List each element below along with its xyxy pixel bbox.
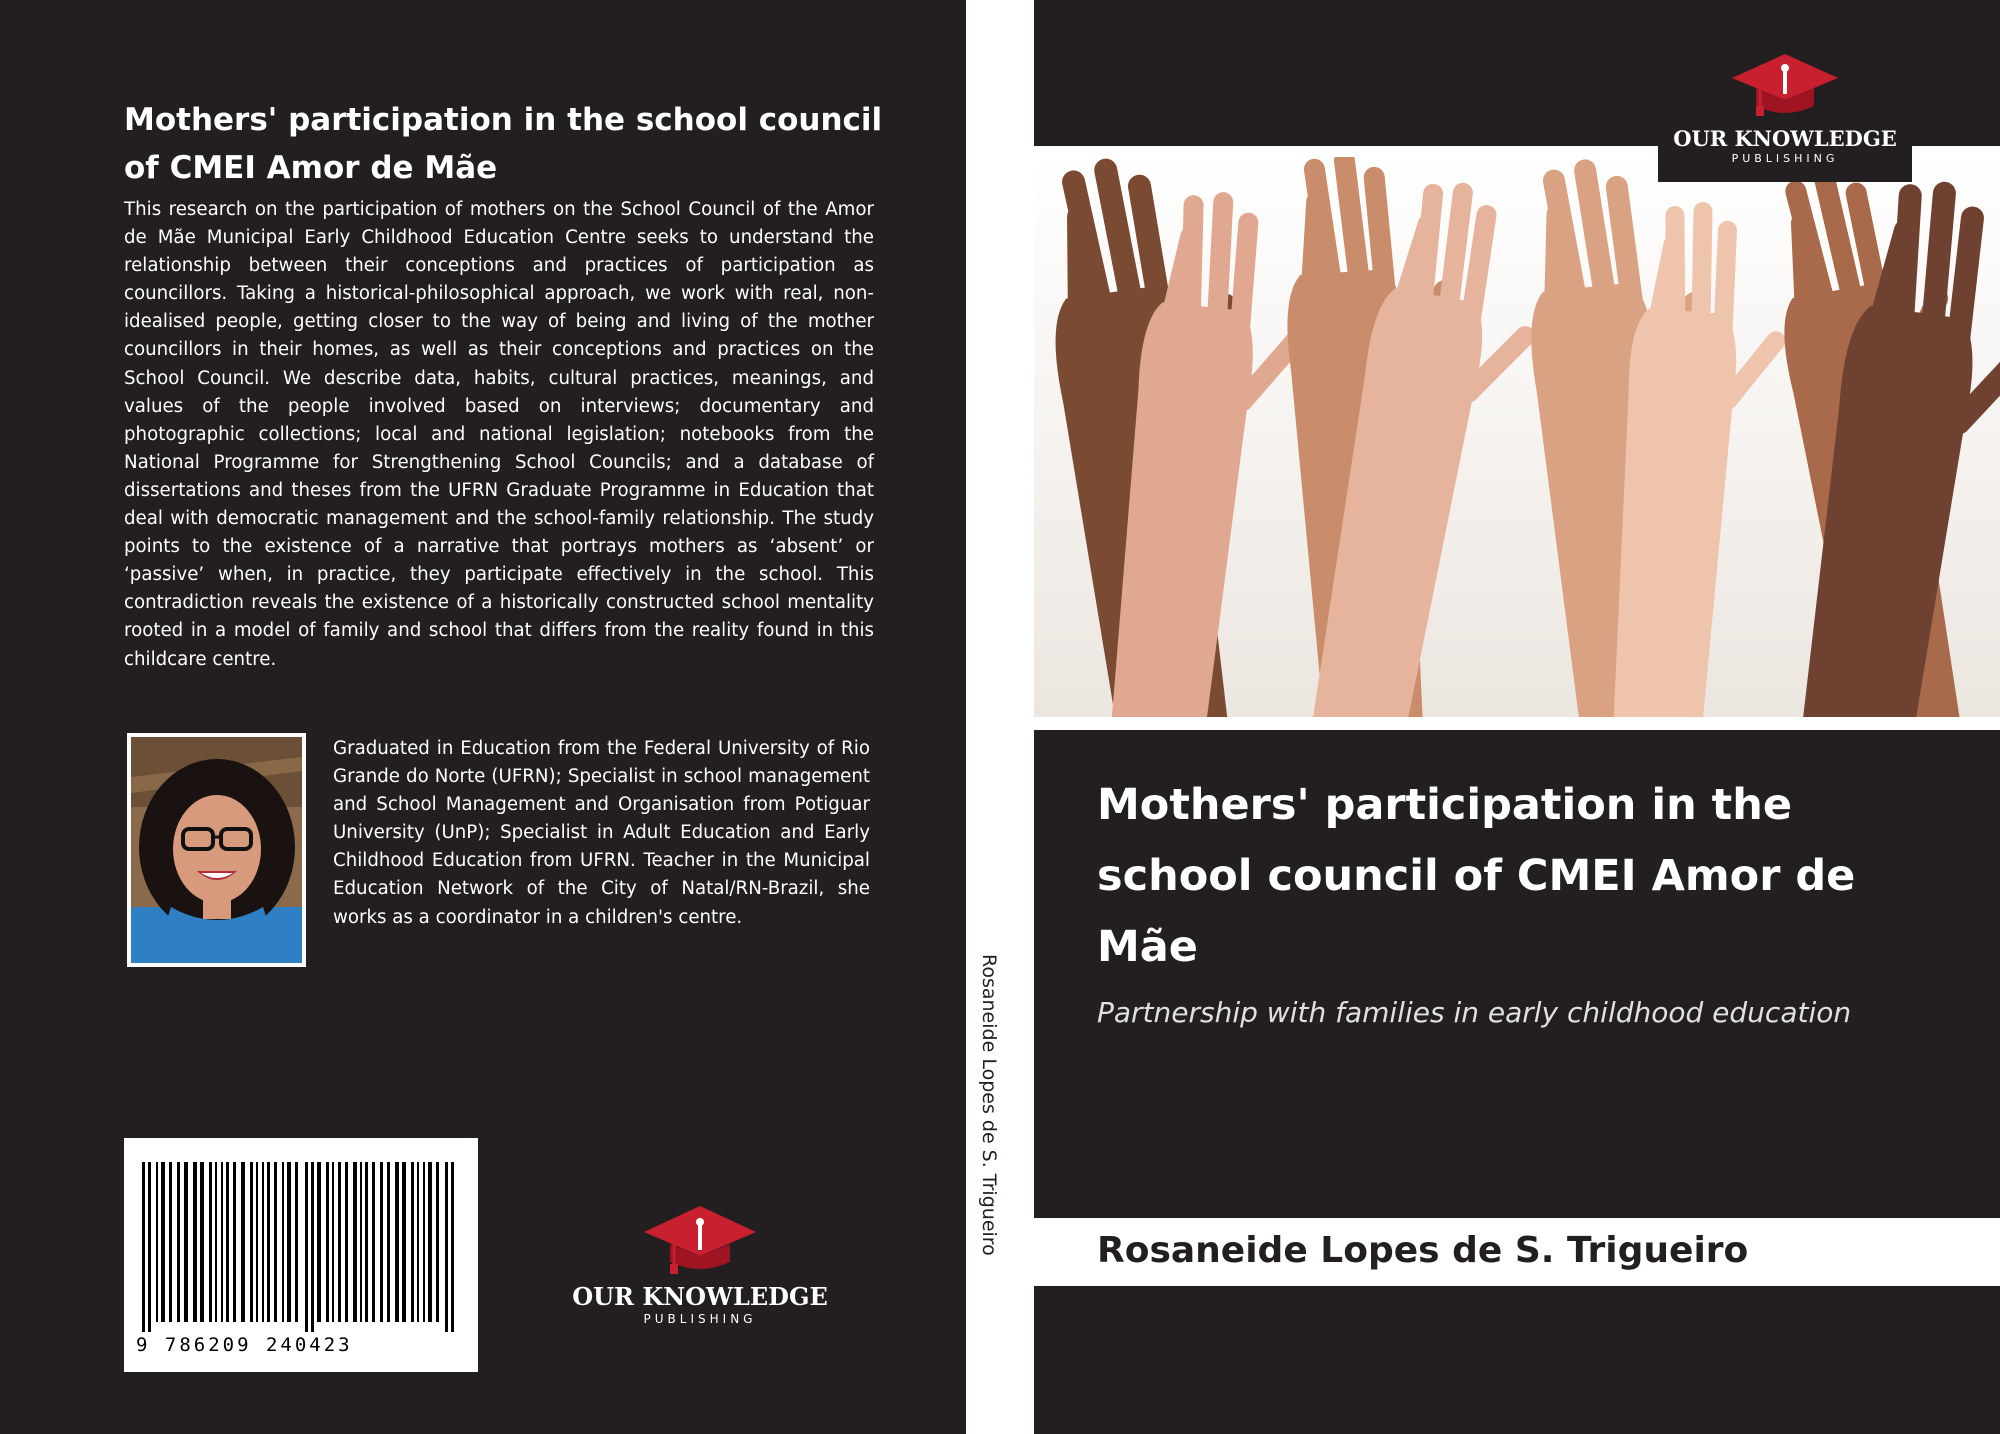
barcode-bar bbox=[256, 1162, 258, 1322]
front-cover-author-band bbox=[1034, 1218, 2000, 1286]
graduation-cap-icon bbox=[570, 1200, 830, 1280]
barcode-bar bbox=[428, 1162, 432, 1322]
barcode-bar bbox=[338, 1162, 341, 1322]
front-cover-subtitle: Partnership with families in early childhood education bbox=[1097, 996, 1852, 1029]
publisher-logo-back bbox=[570, 1200, 830, 1330]
barcode-bar bbox=[311, 1162, 314, 1332]
publisher-logo-front bbox=[1658, 46, 1912, 182]
graduation-cap-icon bbox=[1658, 46, 1912, 126]
front-cover-title: Mothers' participation in the school council of CMEI Amor de Mãe bbox=[1097, 780, 1856, 972]
barcode-bar bbox=[345, 1162, 348, 1322]
author-photo bbox=[127, 733, 306, 967]
spine bbox=[966, 0, 1034, 1434]
back-cover-title: Mothers' participation in the school council of CMEI Amor de Mãe bbox=[124, 102, 883, 186]
barcode-bar bbox=[221, 1162, 223, 1322]
barcode-bar bbox=[209, 1162, 212, 1322]
front-cover-author: Rosaneide Lopes de S. Trigueiro bbox=[1097, 1230, 1749, 1271]
barcode-bar bbox=[436, 1162, 439, 1322]
spine-author: Rosaneide Lopes de S. Trigueiro bbox=[978, 954, 1000, 1256]
barcode-bar bbox=[193, 1162, 197, 1322]
barcode-bar bbox=[360, 1162, 362, 1322]
publisher-tagline-front: PUBLISHING bbox=[1731, 152, 1839, 165]
barcode-bar bbox=[317, 1162, 321, 1322]
barcode-bar bbox=[295, 1162, 298, 1322]
book-blurb: This research on the participation of mothers on the School Council of the Amor de Mãe Municipal Early Childhood Education Centre seeks to understand the relationship between their conceptions and practices of participation as councillors. Taking a historical-philosophical approach, we work with real, non-idealised people, getting closer to the way of being and living of the mother councillors in their homes, as well as their conceptions and practices on the School Council. We describe data, habits, cultural practices, meanings, and values of the people involved based on interviews; documentary and photographic collections; local and national legislation; notebooks from the National Programme for Strengthening School Councils; and a database of dissertations and theses from the UFRN Graduate Programme in Education that deal with democratic management and the school-family relationship. The study points to the existence of a narrative that portrays mothers as ‘absent’ or ‘passive’ when, in practice, they participate effectively in the school. This contradiction reveals the existence of a historically constructed school mentality rooted in a model of family and school that differs from the reality found in this childcare centre. bbox=[124, 199, 874, 670]
front-cover-title-block bbox=[1034, 730, 2000, 1218]
barcode-bar bbox=[282, 1162, 284, 1322]
barcode-bars bbox=[142, 1162, 460, 1332]
barcode-bar bbox=[226, 1162, 229, 1322]
barcode-bar bbox=[445, 1162, 448, 1332]
barcode-bar bbox=[372, 1162, 375, 1322]
front-cover-bottom-band bbox=[1034, 1286, 2000, 1434]
publisher-name-back: OUR KNOWLEDGE bbox=[572, 1282, 828, 1311]
barcode-bar bbox=[417, 1162, 419, 1322]
barcode-bar bbox=[233, 1162, 236, 1322]
barcode-bar bbox=[161, 1162, 165, 1322]
barcode-bar bbox=[142, 1162, 145, 1332]
barcode-bar bbox=[262, 1162, 264, 1322]
publisher-name-front: OUR KNOWLEDGE bbox=[1673, 126, 1897, 151]
barcode-bar bbox=[241, 1162, 245, 1322]
barcode-bar bbox=[156, 1162, 158, 1322]
barcode-bar bbox=[274, 1162, 277, 1322]
barcode-bar bbox=[305, 1162, 308, 1332]
back-cover bbox=[0, 0, 966, 1434]
barcode-bar bbox=[177, 1162, 180, 1322]
barcode-bar bbox=[380, 1162, 383, 1322]
barcode-bar bbox=[423, 1162, 425, 1322]
isbn-barcode bbox=[124, 1138, 478, 1372]
barcode-bar bbox=[451, 1162, 454, 1332]
barcode-bar bbox=[395, 1162, 399, 1322]
barcode-bar bbox=[215, 1162, 217, 1322]
cover-photo-raised-hands bbox=[1034, 157, 2000, 717]
isbn-digits: 9 786209 240423 bbox=[136, 1334, 353, 1356]
barcode-bar bbox=[250, 1162, 253, 1322]
barcode-bar bbox=[387, 1162, 390, 1322]
barcode-bar bbox=[365, 1162, 368, 1322]
barcode-bar bbox=[200, 1162, 204, 1322]
barcode-bar bbox=[169, 1162, 172, 1322]
barcode-bar bbox=[148, 1162, 151, 1332]
barcode-bar bbox=[411, 1162, 414, 1322]
barcode-bar bbox=[353, 1162, 357, 1322]
author-biography: Graduated in Education from the Federal University of Rio Grande do Norte (UFRN); Specialist in school management and School Management and Organisation from Potiguar University (UnP); Specialist in Adult Education and Early Childhood Education from UFRN. Teacher in the Municipal Education Network of the City of Natal/RN-Brazil, she works as a coordinator in a children's centre. bbox=[333, 738, 870, 928]
barcode-bar bbox=[402, 1162, 406, 1322]
barcode-bar bbox=[326, 1162, 329, 1322]
barcode-bar bbox=[267, 1162, 270, 1322]
barcode-bar bbox=[287, 1162, 291, 1322]
barcode-bar bbox=[184, 1162, 188, 1322]
raised-hands-illustration bbox=[1034, 157, 2000, 717]
author-portrait-illustration bbox=[131, 737, 302, 963]
publisher-tagline-back: PUBLISHING bbox=[643, 1312, 757, 1326]
barcode-bar bbox=[332, 1162, 334, 1322]
